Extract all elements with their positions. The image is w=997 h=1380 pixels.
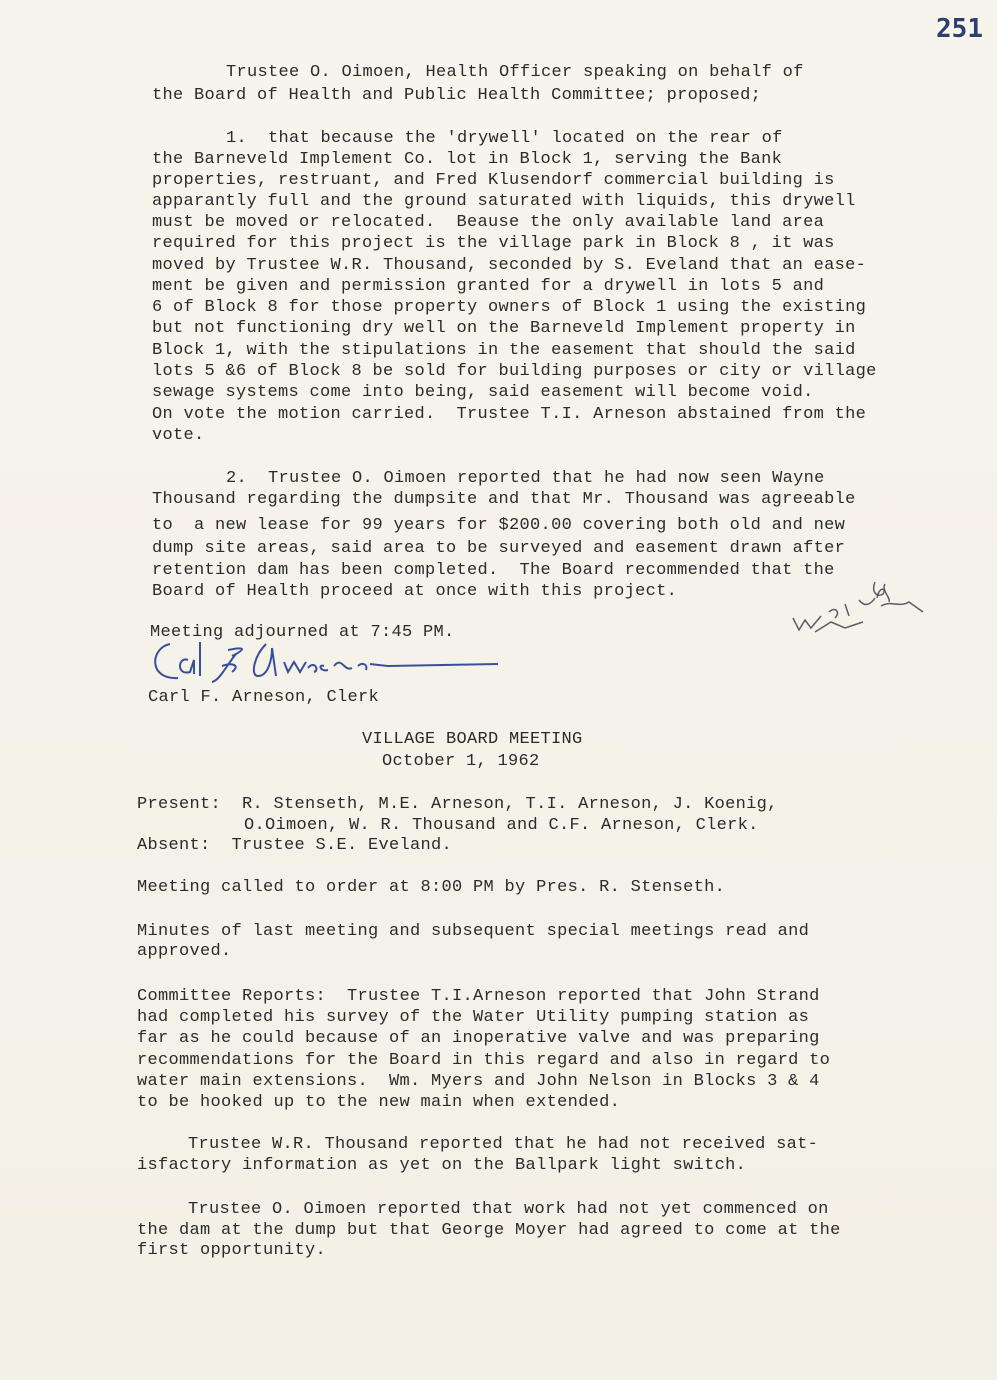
text-line: the dam at the dump but that George Moyer had agreed to come at the [137,1221,841,1240]
text-line: Minutes of last meeting and subsequent special meetings read and [137,922,810,941]
text-line: Board of Health proceed at once with this project. [152,582,678,601]
text-line: Absent: Trustee S.E. Eveland. [137,836,453,855]
text-line: Meeting called to order at 8:00 PM by Pres. R. Stenseth. [137,878,726,897]
text-line: lots 5 &6 of Block 8 be sold for building purposes or city or village [152,362,877,381]
clerk-name: Carl F. Arneson, Clerk [148,688,380,707]
text-line: O.Oimoen, W. R. Thousand and C.F. Arneson, Clerk. [244,816,759,835]
text-line: vote. [152,426,205,445]
text-line: 6 of Block 8 for those property owners of Block 1 using the existing [152,298,867,317]
page-number: 251 [936,14,983,44]
text-line: water main extensions. Wm. Myers and John Nelson in Blocks 3 & 4 [137,1072,820,1091]
text-line: Present: R. Stenseth, M.E. Arneson, T.I. Arneson, J. Koenig, [137,795,778,814]
text-line: had completed his survey of the Water Utility pumping station as [137,1008,810,1027]
text-line: Trustee O. Oimoen reported that work had not yet commenced on [188,1200,829,1219]
text-line: but not functioning dry well on the Barneveld Implement property in [152,319,856,338]
text-line: must be moved or relocated. Beause the only available land area [152,213,825,232]
text-line: On vote the motion carried. Trustee T.I. Arneson abstained from the [152,405,867,424]
text-line: Committee Reports: Trustee T.I.Arneson reported that John Strand [137,987,820,1006]
text-line: 2. Trustee O. Oimoen reported that he had now seen Wayne [226,469,825,488]
text-line: first opportunity. [137,1241,327,1260]
text-line: to be hooked up to the new main when extended. [137,1093,621,1112]
meeting-date: October 1, 1962 [382,752,540,771]
text-line: retention dam has been completed. The Board recommended that the [152,561,835,580]
text-line: far as he could because of an inoperative valve and was preparing [137,1029,820,1048]
text-line: Thousand regarding the dumpsite and that Mr. Thousand was agreeable [152,490,856,509]
text-line: Trustee O. Oimoen, Health Officer speaking on behalf of [226,63,804,82]
text-line: required for this project is the village park in Block 8 , it was [152,234,835,253]
meeting-heading: VILLAGE BOARD MEETING [362,730,583,749]
text-line: ment be given and permission granted for a drywell in lots 5 and [152,277,825,296]
handwritten-margin-note [775,572,935,652]
text-line: 1. that because the 'drywell' located on the rear of [226,129,783,148]
adjourned-line: Meeting adjourned at 7:45 PM. [150,623,455,642]
text-line: sewage systems come into being, said easement will become void. [152,383,814,402]
text-line: apparantly full and the ground saturated with liquids, this drywell [152,192,856,211]
text-line: to a new lease for 99 years for $200.00 covering both old and new [152,516,846,535]
text-line: Block 1, with the stipulations in the easement that should the said [152,341,856,360]
text-line: approved. [137,942,232,961]
text-line: isfactory information as yet on the Ballpark light switch. [137,1156,747,1175]
text-line: properties, restruant, and Fred Klusendorf commercial building is [152,171,835,190]
clerk-signature [148,636,508,686]
text-line: moved by Trustee W.R. Thousand, seconded by S. Eveland that an ease- [152,256,867,275]
text-line: Trustee W.R. Thousand reported that he had not received sat- [188,1135,819,1154]
text-line: the Barneveld Implement Co. lot in Block 1, serving the Bank [152,150,783,169]
text-line: the Board of Health and Public Health Committee; proposed; [152,86,762,105]
text-line: dump site areas, said area to be surveyed and easement drawn after [152,539,846,558]
text-line: recommendations for the Board in this regard and also in regard to [137,1051,831,1070]
